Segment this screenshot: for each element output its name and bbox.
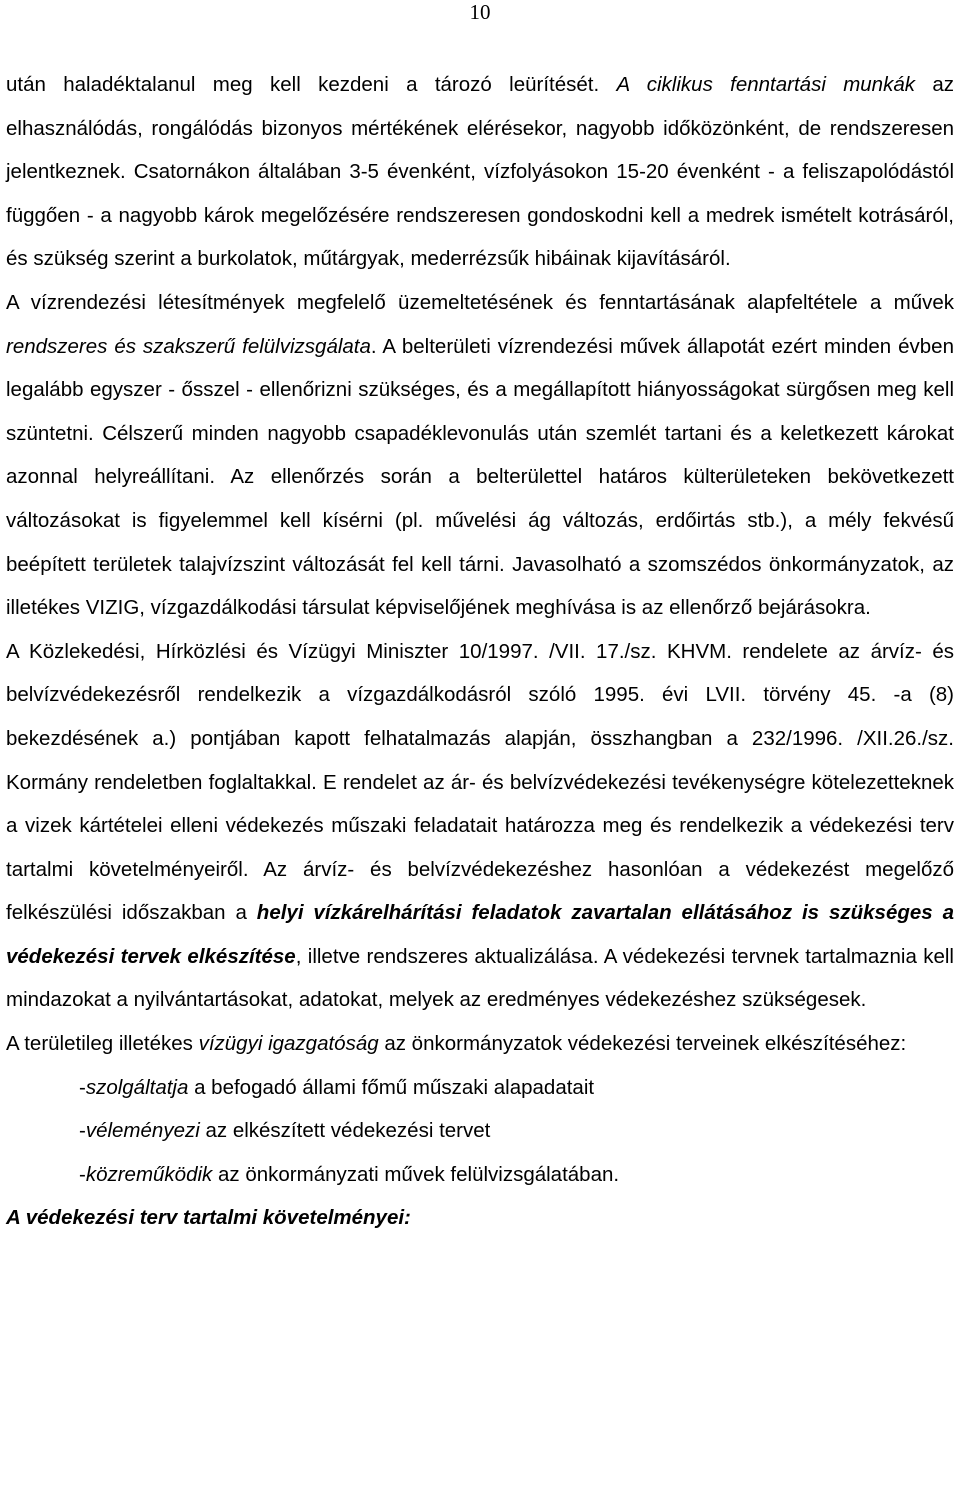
list-dash: - [79,1162,86,1186]
paragraph-text: A Közlekedési, Hírközlési és Vízügyi Miniszter 10/1997. /VII. 17./sz. KHVM. rendelete az árvíz- és belvízvédekezésről rendelkezik a vízgazdálkodásról szóló 1995. évi LVII. törvény 45. -a (8) bekezdésének a.) pontjában kapott felhatalmazás alapján, összhangban a 232/1996. /XII.26./sz. Kormány rendeletben foglaltakkal. E rendelet az ár- és belvízvédekezési tevékenységre kötelezetteknek a vizek kártételei elleni védekezés műszaki feladatait határozza meg és rendelkezik a védekezési terv tartalmi követelményeiről. Az árvíz- és belvízvédekezéshez hasonlóan a védekezést megelőző felkészülési időszakban a [6,639,954,925]
emphasis-text: A ciklikus fenntartási munkák [616,73,915,96]
list-item-text: a befogadó állami főmű műszaki alapadatait [188,1075,595,1099]
list-item-verb: véleményezi [85,1119,200,1143]
paragraph-text: után haladéktalanul meg kell kezdeni a tározó leürítését. [6,73,617,96]
emphasis-text: rendszeres és szakszerű felülvizsgálata [6,334,371,358]
list-item-text: az elkészített védekezési tervet [199,1119,491,1143]
list-item [6,1153,954,1197]
emphasis-text: vízügyi igazgatóság [198,1032,379,1056]
paragraph-regulation [6,630,954,1022]
strong-emphasis-text: helyi vízkárelhárítási feladatok zavartalan ellátásához is szükséges a védekezési tervek elkészítése [6,901,954,968]
list-item [6,1066,954,1110]
paragraph-text: A területileg illetékes [6,1032,199,1056]
paragraph-directorate [6,1022,954,1066]
body-text [6,63,954,1240]
paragraph-maintenance [6,63,954,281]
paragraph-inspection [6,281,954,630]
list-item-text: az önkormányzati művek felülvizsgálatában. [212,1162,620,1186]
paragraph-text: az elhasználódás, rongálódás bizonyos mértékének elérésekor, nagyobb időközönként, de rendszeresen jelentkeznek. Csatornákon általában 3-5 évenként, vízfolyásokon 15-20 évenként - a feliszapolódástól függően - a nagyobb károk megelőzésére rendszeresen gondoskodni kell a medrek ismételt kotrásáról, és szükség szerint a burkolatok, műtárgyak, mederrézsűk hibáinak kijavításáról. [6,73,954,271]
list-item-verb: szolgáltatja [85,1075,189,1099]
page-number: 10 [469,0,491,24]
section-heading: A védekezési terv tartalmi követelményei: [6,1206,411,1230]
paragraph-text: , illetve rendszeres aktualizálása. A védekezési tervnek tartalmaznia kell mindazokat a nyilvántartásokat, adatokat, melyek az eredményes védekezéshez szükségesek. [6,944,954,1012]
paragraph-text: az önkormányzatok védekezési terveinek elkészítéséhez: [378,1032,907,1056]
paragraph-text: A vízrendezési létesítmények megfelelő üzemeltetésének és fenntartásának alapfeltétele a művek [6,290,954,314]
list-dash: - [79,1119,86,1143]
list-dash: - [79,1075,86,1099]
list-item [6,1109,954,1153]
paragraph-text: . A belterületi vízrendezési művek állapotát ezért minden évben legalább egyszer - ősszel - ellenőrizni szükséges, és a megállapított hiányosságokat sürgősen meg kell szüntetni. Célszerű minden nagyobb csapadéklevonulás után szemlét tartani és a keletkezett károkat azonnal helyreállítani. Az ellenőrzés során a belterülettel határos külterületeken bekövetkezett változásokat is figyelemmel kell kísérni (pl. művelési ág változás, erdőirtás stb.), a mély fekvésű beépített területek talajvízszint változását fel kell tárni. Javasolható a szomszédos önkormányzatok, az illetékes VIZIG, vízgazdálkodási társulat képviselőjének meghívása is az ellenőrző bejárásokra. [6,334,954,620]
list-item-verb: közreműködik [85,1162,213,1186]
